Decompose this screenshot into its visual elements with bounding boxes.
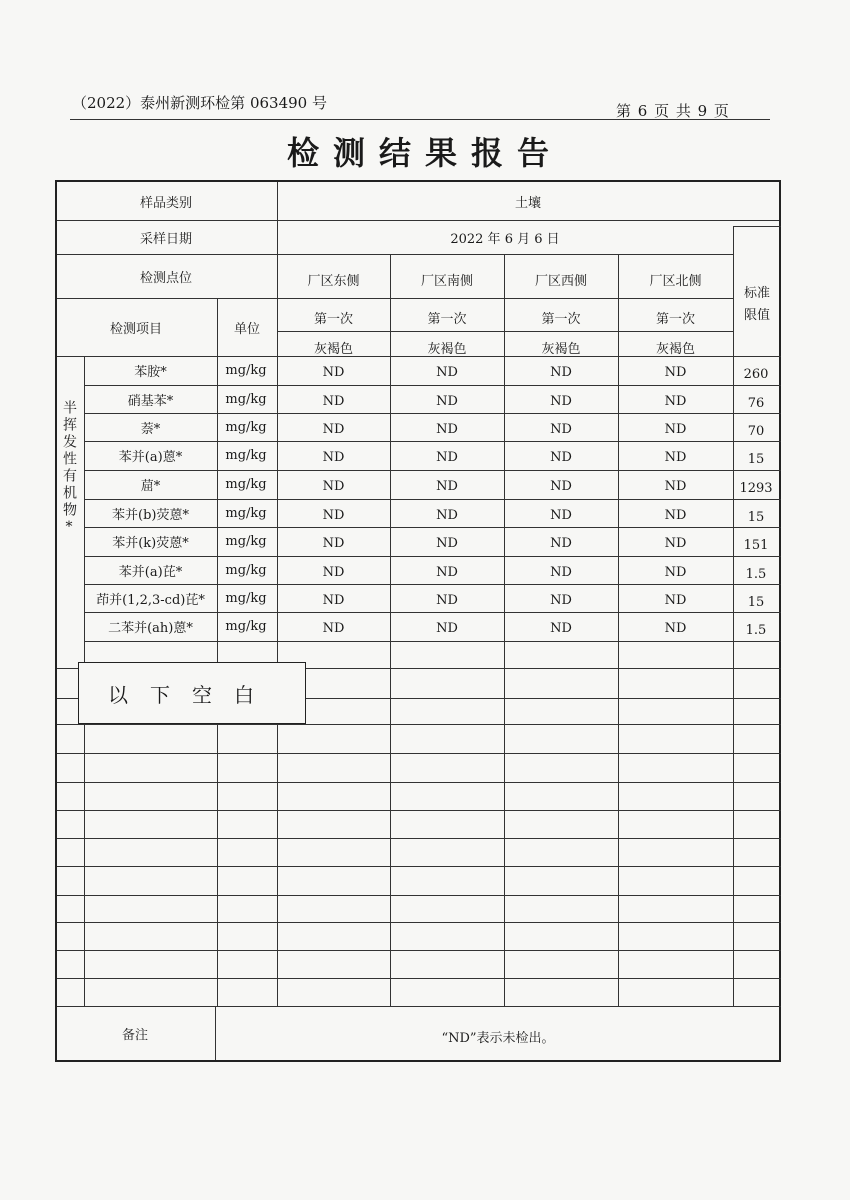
row-item: 苯胺*: [134, 365, 167, 380]
row-value: ND: [322, 507, 345, 523]
grid-line: [277, 331, 733, 332]
row-item: 苯并(a)芘*: [118, 564, 183, 580]
row-limit: 151: [743, 538, 769, 553]
grid-line: [57, 782, 781, 783]
row-unit: mg/kg: [225, 391, 267, 407]
row-item: 茚并(1,2,3-cd)芘*: [96, 592, 205, 608]
row-value: ND: [664, 365, 687, 380]
grid-line: [57, 950, 781, 951]
location-name: 厂区西侧: [534, 273, 587, 289]
location-name: 厂区北侧: [649, 273, 702, 289]
row-value: ND: [436, 365, 458, 380]
row-unit: mg/kg: [225, 448, 267, 463]
row-value: ND: [436, 421, 458, 437]
row-unit: mg/kg: [225, 590, 267, 606]
grid-line: [733, 226, 781, 227]
row-value: ND: [436, 536, 458, 551]
report-number: （2022）泰州新测环检第 063490 号: [72, 94, 327, 112]
row-value: ND: [664, 536, 687, 551]
blank-stamp: 以下空白: [78, 662, 306, 724]
row-value: ND: [322, 564, 345, 580]
location-round: 第一次: [427, 311, 467, 327]
row-value: ND: [322, 421, 345, 437]
row-limit: 260: [743, 367, 769, 382]
row-value: ND: [664, 564, 687, 580]
row-limit: 15: [747, 509, 765, 525]
page-indicator: 第 6 页 共 9 页: [616, 102, 730, 120]
row-value: ND: [664, 479, 687, 494]
row-unit: mg/kg: [225, 619, 267, 634]
row-value: ND: [550, 421, 572, 437]
remarks-value: “ND”表示未检出。: [441, 1030, 555, 1046]
row-item: 苯并(b)荧蒽*: [112, 507, 189, 523]
row-value: ND: [322, 592, 345, 608]
row-unit: mg/kg: [225, 419, 267, 435]
row-unit: mg/kg: [225, 363, 267, 378]
grid-line: [277, 298, 733, 299]
row-limit: 1.5: [745, 566, 767, 582]
row-value: ND: [550, 536, 572, 551]
location-label: 检测点位: [139, 270, 192, 286]
row-value: ND: [550, 479, 572, 494]
row-value: ND: [664, 621, 687, 636]
row-value: ND: [664, 592, 687, 608]
row-value: ND: [550, 592, 572, 608]
row-limit: 15: [747, 452, 765, 467]
sample-type-value: 土壤: [514, 195, 541, 211]
location-round: 第一次: [541, 311, 581, 327]
location-name: 厂区东侧: [307, 273, 360, 289]
row-value: ND: [550, 564, 572, 580]
row-limit: 1293: [739, 481, 773, 496]
row-value: ND: [322, 393, 345, 409]
row-value: ND: [664, 393, 687, 409]
row-item: 萘*: [140, 421, 161, 437]
remarks-label: 备注: [121, 1027, 148, 1043]
location-color: 灰褐色: [541, 341, 581, 357]
report-title: 检测结果报告: [286, 134, 563, 172]
row-value: ND: [322, 479, 345, 494]
row-value: ND: [664, 421, 687, 437]
unit-label: 单位: [233, 321, 260, 337]
group-label: 半挥发性有机物*: [61, 400, 77, 538]
grid-line: [57, 753, 781, 754]
row-item: 苯并(a)蒽*: [118, 450, 183, 465]
location-color: 灰褐色: [427, 341, 467, 357]
row-value: ND: [550, 450, 572, 465]
row-value: ND: [322, 536, 345, 551]
row-value: ND: [664, 450, 687, 465]
row-value: ND: [550, 393, 572, 409]
location-name: 厂区南侧: [420, 273, 473, 289]
header-rule: [70, 119, 770, 120]
row-limit: 15: [747, 594, 765, 610]
row-item: 二苯并(ah)蒽*: [108, 621, 193, 636]
row-value: ND: [550, 365, 572, 380]
row-value: ND: [436, 564, 458, 580]
row-value: ND: [436, 592, 458, 608]
row-limit: 1.5: [745, 623, 767, 638]
row-value: ND: [436, 479, 458, 494]
row-item: 䓛*: [140, 479, 161, 494]
sampling-date-label: 采样日期: [139, 231, 192, 247]
item-label: 检测项目: [109, 321, 162, 337]
row-limit: 70: [747, 423, 765, 439]
sampling-date-value: 2022 年 6 月 6 日: [450, 231, 560, 247]
row-value: ND: [664, 507, 687, 523]
row-value: ND: [436, 621, 458, 636]
row-value: ND: [322, 621, 345, 636]
grid-line: [733, 356, 781, 357]
grid-line: [57, 724, 781, 725]
row-limit: 76: [747, 395, 765, 411]
row-unit: mg/kg: [225, 534, 267, 549]
row-unit: mg/kg: [225, 505, 267, 521]
location-round: 第一次: [655, 311, 695, 327]
location-round: 第一次: [313, 311, 353, 327]
standard-label: 标准限值: [743, 286, 770, 323]
location-color: 灰褐色: [313, 341, 353, 357]
location-color: 灰褐色: [655, 341, 695, 357]
row-item: 硝基苯*: [127, 393, 174, 409]
row-unit: mg/kg: [225, 477, 267, 492]
grid-line: [57, 922, 781, 923]
row-value: ND: [550, 621, 572, 636]
grid-line: [57, 866, 781, 867]
grid-line: [57, 838, 781, 839]
grid-line: [57, 810, 781, 811]
row-value: ND: [436, 507, 458, 523]
row-value: ND: [322, 365, 345, 380]
grid-line: [57, 978, 781, 979]
row-value: ND: [550, 507, 572, 523]
row-value: ND: [436, 450, 458, 465]
grid-line: [57, 895, 781, 896]
row-value: ND: [436, 393, 458, 409]
row-item: 苯并(k)荧蒽*: [112, 536, 189, 551]
row-value: ND: [322, 450, 345, 465]
sample-type-label: 样品类别: [139, 195, 192, 211]
row-unit: mg/kg: [225, 562, 267, 578]
